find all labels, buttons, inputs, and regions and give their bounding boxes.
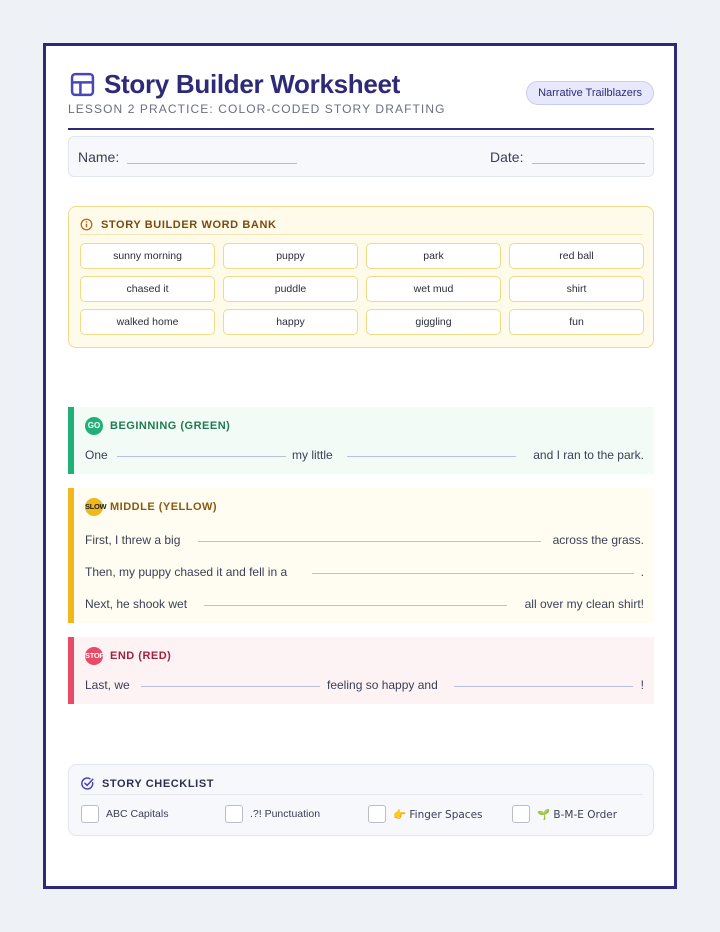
checklist-title: STORY CHECKLIST	[102, 778, 215, 790]
section-color-bar	[68, 488, 74, 623]
sentence-text: all over my clean shirt!	[524, 597, 644, 611]
checklist-label: 👉 Finger Spaces	[393, 809, 483, 821]
checkbox[interactable]	[225, 805, 243, 823]
blank-field[interactable]	[454, 686, 633, 687]
layout-icon	[70, 72, 95, 97]
section-beginning	[68, 407, 654, 474]
blank-field[interactable]	[204, 605, 507, 606]
word-chip: happy	[223, 309, 358, 335]
name-date-bar	[68, 136, 654, 177]
story-line	[85, 593, 644, 613]
word-chip: shirt	[509, 276, 644, 302]
go-badge: GO	[85, 417, 103, 435]
page-title: Story Builder Worksheet	[104, 69, 401, 99]
date-label: Date:	[490, 149, 524, 165]
blank-field[interactable]	[198, 541, 541, 542]
stop-badge: STOP	[85, 647, 103, 665]
sentence-text: .	[640, 565, 644, 579]
sentence-text: !	[640, 678, 644, 692]
sentence-text: Last, we	[85, 678, 130, 692]
word-bank	[68, 206, 654, 348]
word-chip: sunny morning	[80, 243, 215, 269]
worksheet	[43, 43, 677, 889]
sentence-text: Then, my puppy chased it and fell in a	[85, 565, 288, 579]
word-chip: puddle	[223, 276, 358, 302]
checkbox[interactable]	[368, 805, 386, 823]
checkbox[interactable]	[512, 805, 530, 823]
word-chip: chased it	[80, 276, 215, 302]
word-chip: wet mud	[366, 276, 501, 302]
checklist-header	[80, 775, 643, 795]
story-line	[85, 529, 644, 549]
sentence-text: First, I threw a big	[85, 533, 181, 547]
story-line	[85, 561, 644, 581]
word-chip: fun	[509, 309, 644, 335]
word-chip: giggling	[366, 309, 501, 335]
section-title-beginning: BEGINNING (GREEN)	[110, 420, 231, 432]
word-bank-header	[80, 217, 643, 235]
sentence-text: feeling so happy and	[327, 678, 438, 692]
blank-field[interactable]	[347, 456, 516, 457]
checklist-label: 🌱 B-M-E Order	[537, 809, 618, 821]
checklist-label: .?! Punctuation	[250, 808, 321, 820]
blank-field[interactable]	[312, 573, 634, 574]
sentence-text: and I ran to the park.	[533, 448, 644, 462]
section-title-middle: MIDDLE (YELLOW)	[110, 501, 218, 513]
name-field[interactable]	[127, 163, 297, 164]
check-circle-icon	[80, 776, 95, 791]
section-color-bar	[68, 637, 74, 704]
slow-badge: SLOW	[85, 498, 103, 516]
header	[68, 68, 654, 130]
story-checklist	[68, 764, 654, 836]
checklist-label: ABC Capitals	[106, 808, 169, 820]
word-bank-title: STORY BUILDER WORD BANK	[101, 219, 277, 231]
word-chip: red ball	[509, 243, 644, 269]
checkbox[interactable]	[81, 805, 99, 823]
blank-field[interactable]	[141, 686, 320, 687]
word-chip: walked home	[80, 309, 215, 335]
sentence-text: One	[85, 448, 108, 462]
date-field[interactable]	[532, 163, 645, 164]
section-color-bar	[68, 407, 74, 474]
section-end	[68, 637, 654, 704]
story-line	[85, 444, 644, 464]
name-label: Name:	[78, 149, 120, 165]
sentence-text: Next, he shook wet	[85, 597, 188, 611]
sentence-text: across the grass.	[552, 533, 644, 547]
word-chip: puppy	[223, 243, 358, 269]
blank-field[interactable]	[117, 456, 286, 457]
story-line	[85, 674, 644, 694]
word-chip: park	[366, 243, 501, 269]
section-title-end: END (RED)	[110, 650, 172, 662]
info-icon	[80, 218, 93, 231]
class-badge: Narrative Trailblazers	[526, 81, 654, 105]
page-subtitle: LESSON 2 PRACTICE: COLOR-CODED STORY DRAFTING	[68, 102, 446, 116]
sentence-text: my little	[292, 448, 333, 462]
section-middle	[68, 488, 654, 623]
